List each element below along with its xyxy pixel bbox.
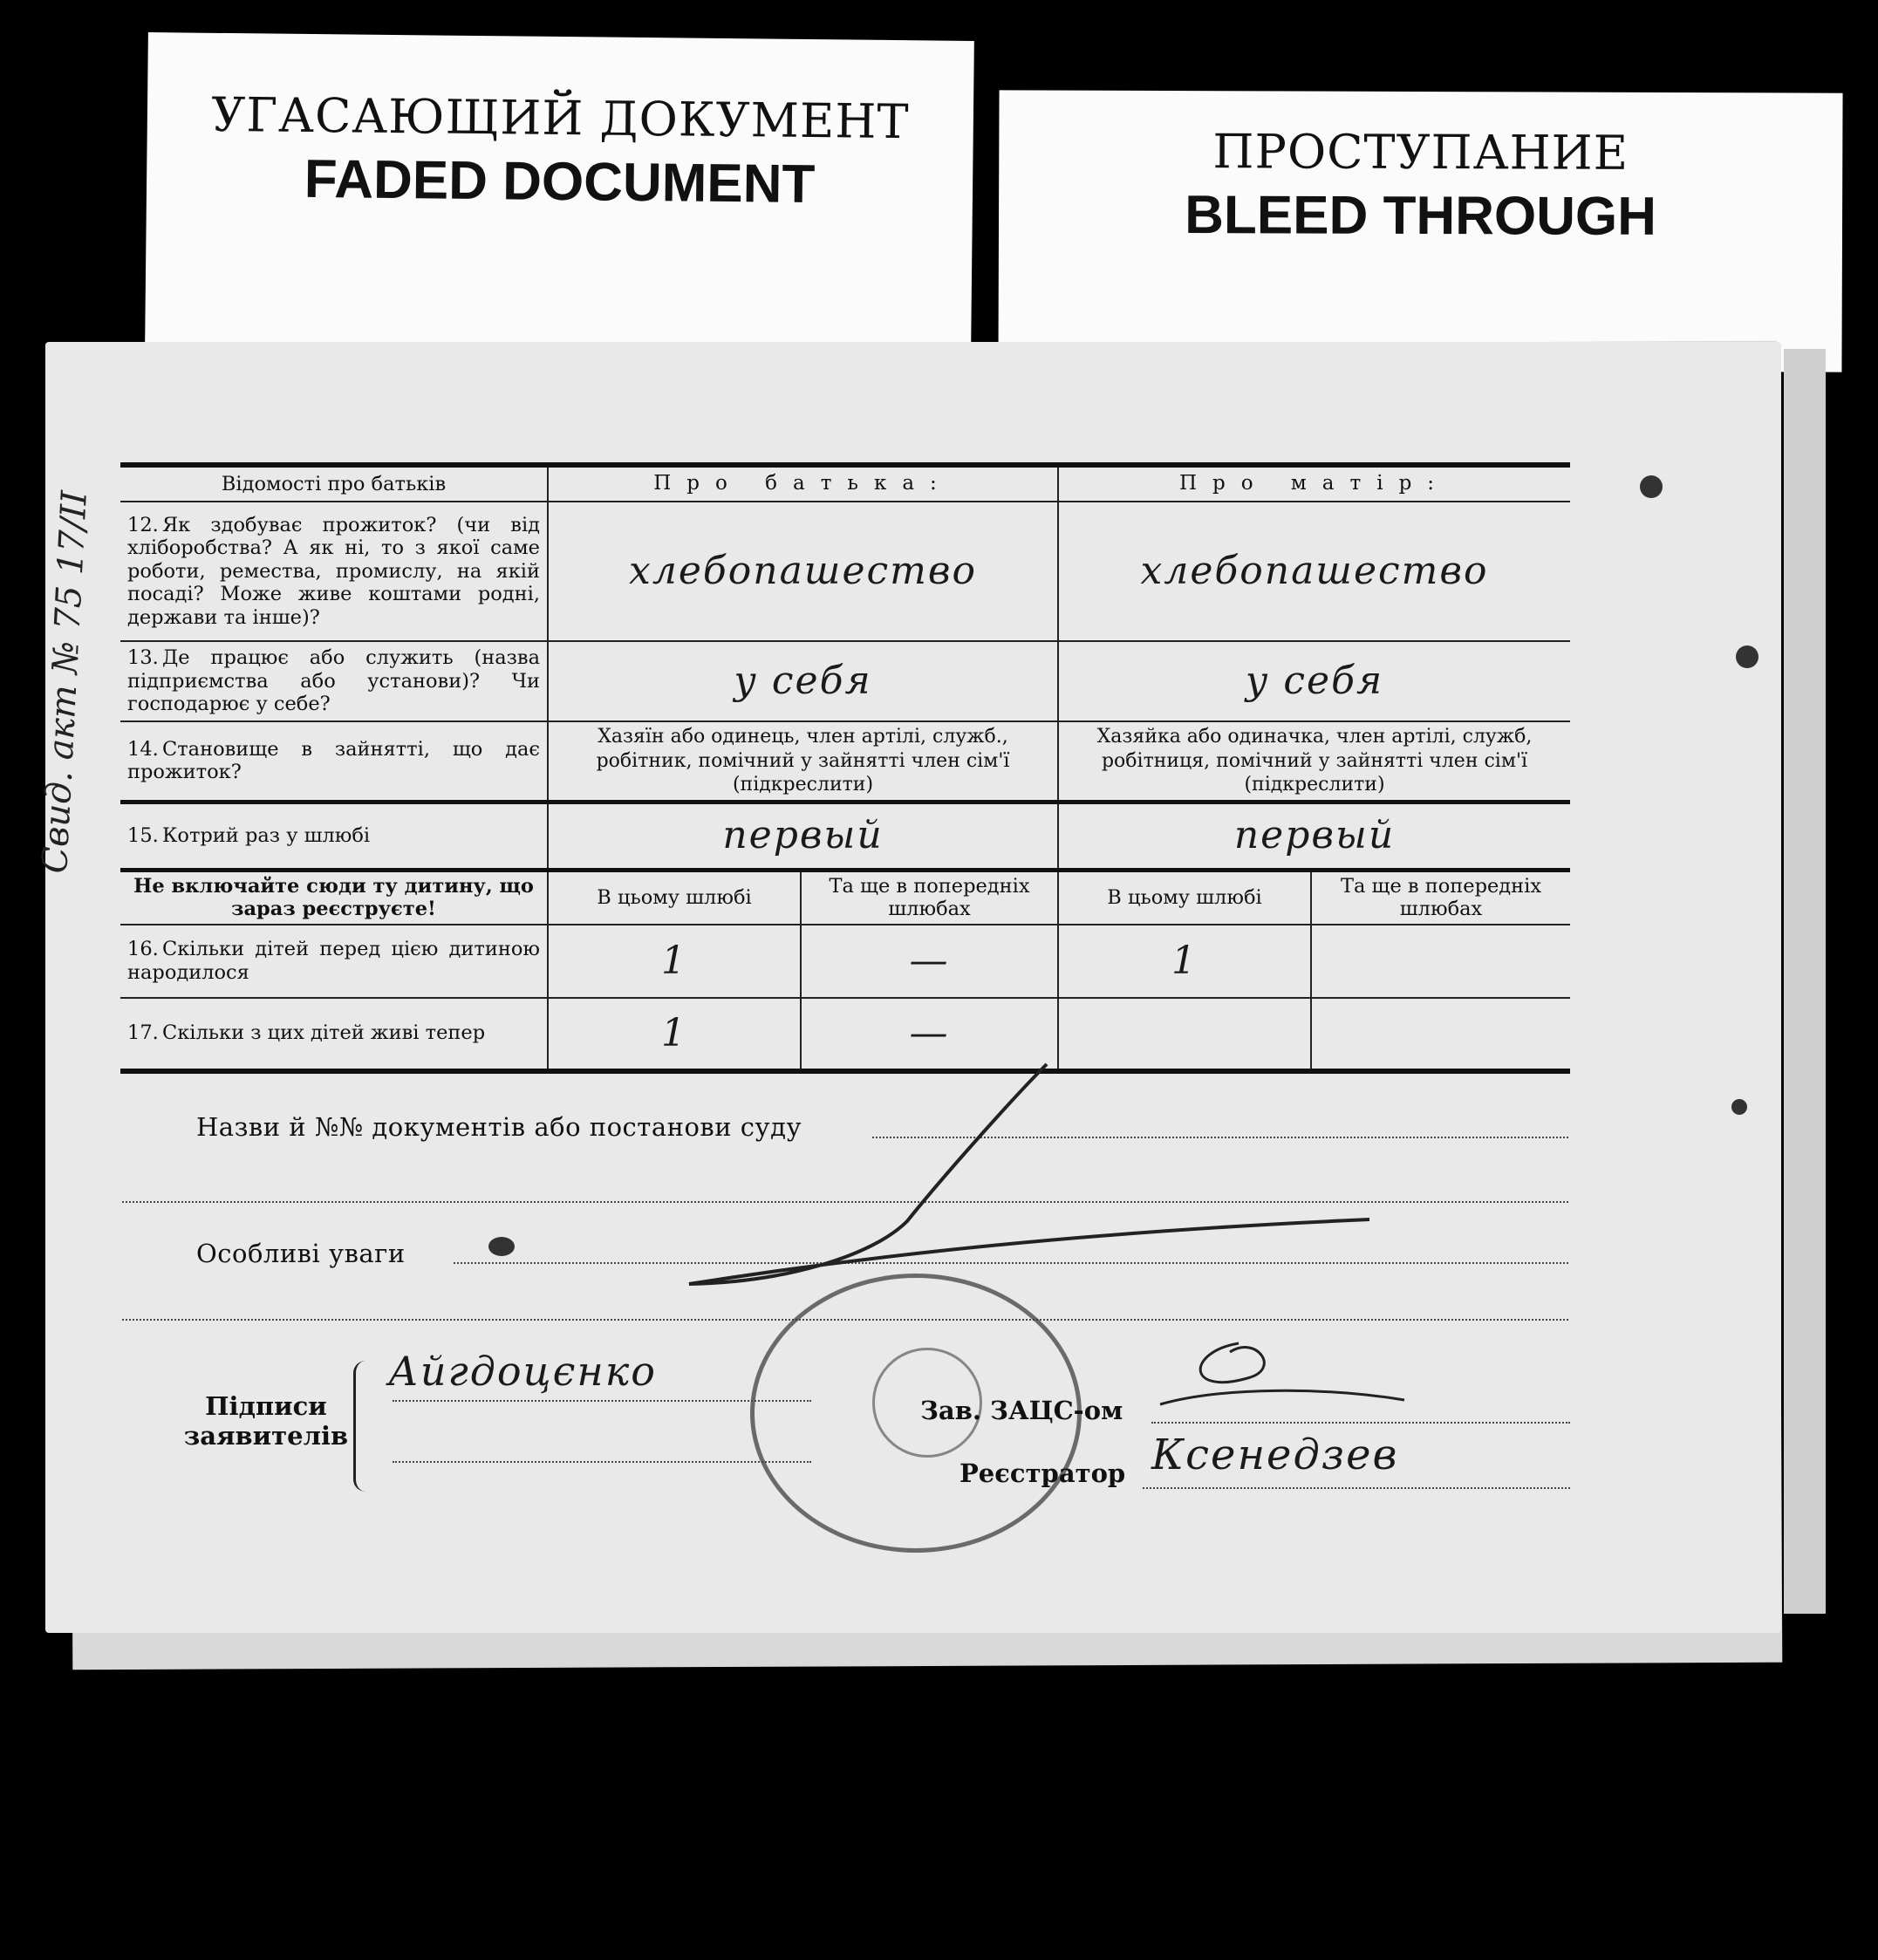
- father-prev-marriage-header: Та ще в попередніх шлюбах: [801, 870, 1058, 925]
- question-13: 13. Де працює або служить (назва підприємства або установи)? Чи господарює у себе?: [120, 641, 548, 721]
- registrar-sign-line: [1143, 1487, 1570, 1489]
- answer-13-father: у себя: [548, 641, 1058, 721]
- documents-label: Назви й №№ документів або постанови суду: [196, 1112, 802, 1142]
- notes-label: Особливі уваги: [196, 1239, 406, 1268]
- cancellation-stroke: [680, 1047, 1378, 1308]
- card-title-ru: УГАСАЮЩИЙ ДОКУМЕНТ: [211, 86, 910, 150]
- head-of-registry-label: Зав. ЗАЦС-ом: [920, 1396, 1123, 1425]
- applicants-label: Підписи заявителів: [183, 1391, 349, 1451]
- punch-hole: [1640, 475, 1663, 498]
- header-mother: Про матір:: [1058, 465, 1570, 502]
- answer-12-mother: хлебопашество: [1058, 502, 1570, 641]
- answer-17-father-this: 1: [548, 998, 801, 1071]
- question-14: 14. Становище в зайнятті, що дає прожиток?: [120, 721, 548, 802]
- question-16: 16. Скільки дітей перед цією дитиною народилося: [120, 925, 548, 998]
- answer-13-mother: у себя: [1058, 641, 1570, 721]
- answer-12-father: хлебопашество: [548, 502, 1058, 641]
- registrar-label: Реєстратор: [959, 1458, 1126, 1488]
- card-title-ru: ПРОСТУПАНИЕ: [1212, 124, 1629, 181]
- question-15: 15. Котрий раз у шлюбі: [120, 802, 548, 870]
- applicant-sign-line-2: [393, 1461, 811, 1463]
- answer-16-father-prev: —: [801, 925, 1058, 998]
- card-title-en: BLEED THROUGH: [1185, 185, 1657, 247]
- page-edge: [1784, 349, 1826, 1614]
- answer-16-father-this: 1: [548, 925, 801, 998]
- mother-prev-marriage-header: Та ще в попередніх шлюбах: [1311, 870, 1570, 925]
- faded-document-card: [145, 32, 974, 353]
- registrar-signature: Ксенедзев: [1151, 1431, 1399, 1479]
- applicant-signature: Айгдоцєнко: [388, 1348, 657, 1395]
- margin-handwritten-note: Свид. акт № 75 17/II: [35, 489, 95, 875]
- father-this-marriage-header: В цьому шлюбі: [548, 870, 801, 925]
- question-12: 12. Як здобуває прожиток? (чи від хліборобства? А як ні, то з якої саме роботи, ремества, промислу, на якій посаді? Може живе коштами родні, держави та інше)?: [120, 502, 548, 641]
- question-17: 17. Скільки з цих дітей живі тепер: [120, 998, 548, 1071]
- punch-hole: [1736, 645, 1758, 668]
- bleed-through-card: [998, 90, 1842, 372]
- parents-info-table: [120, 462, 1570, 1074]
- mother-this-marriage-header: В цьому шлюбі: [1058, 870, 1311, 925]
- answer-16-mother-prev: [1311, 925, 1570, 998]
- answer-16-mother-this: 1: [1058, 925, 1311, 998]
- answer-15-mother: первый: [1058, 802, 1570, 870]
- punch-hole: [1731, 1099, 1747, 1115]
- answer-14-father-options: Хазяїн або одинець, член артілі, служб., робітник, помічний у зайнятті член сім'ї (підкреслити): [548, 721, 1058, 802]
- signature-brace: [353, 1361, 375, 1492]
- card-title-en: FADED DOCUMENT: [304, 148, 816, 215]
- header-father: Про батька:: [548, 465, 1058, 502]
- answer-15-father: первый: [548, 802, 1058, 870]
- applicant-sign-line: [393, 1400, 811, 1402]
- answer-17-father-prev: —: [801, 998, 1058, 1071]
- children-note: Не включайте сюди ту дитину, що зараз реєструєте!: [120, 870, 548, 925]
- ink-blot: [488, 1237, 515, 1256]
- header-parents-info: Відомості про батьків: [120, 465, 548, 502]
- head-signature: [1151, 1317, 1413, 1431]
- answer-14-mother-options: Хазяйка або одиначка, член артілі, служб, робітниця, помічний у зайнятті член сім'ї (підкреслити): [1058, 721, 1570, 802]
